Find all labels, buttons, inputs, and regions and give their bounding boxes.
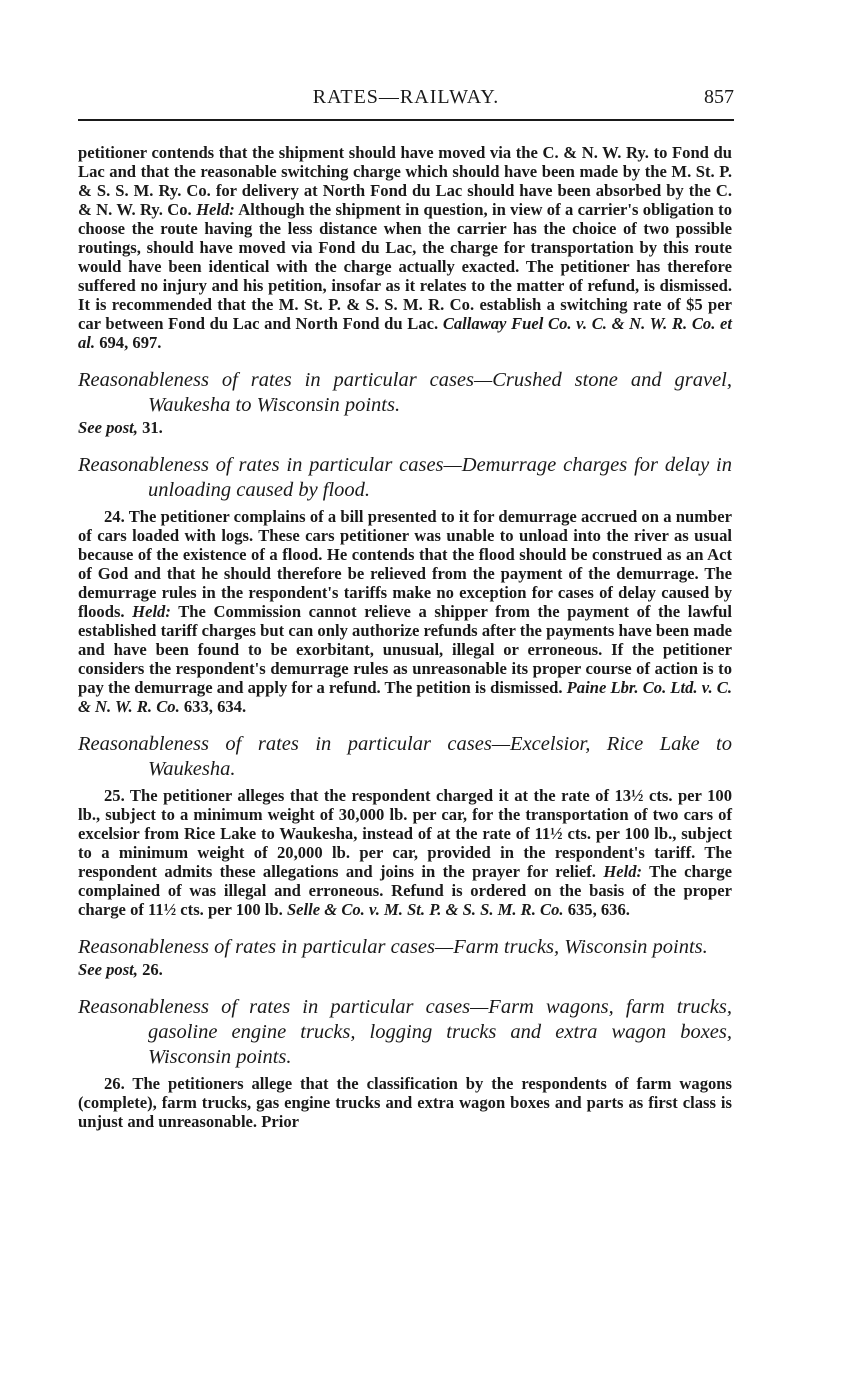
section-heading-demurrage: Reasonableness of rates in particular cases—Demurrage charges for delay in unloading caused by flood.: [78, 454, 732, 501]
continued-paragraph: petitioner contends that the shipment should have moved via the C. & N. W. Ry. to Fond du Lac and that the reasonable switching charge which should have been made by the M. St. P. & S. S. M. Ry. Co. for delivery at North Fond du Lac should have been absorbed by the C. & N. W. Ry. Co. Held: Although the shipment in question, in view of a carrier's obligation to choose the route having the less distance when the carrier has the choice of two possible routings, should have moved via Fond du Lac, the charge for transportation by this route would have been identical with the charge actually exacted. The petitioner has therefore suffered no injury and his petition, insofar as it relates to the matter of refund, is dismissed. It is recommended that the M. St. P. & S. S. M. R. Co. establish a switching rate of $5 per car between Fond du Lac and North Fond du Lac. Callaway Fuel Co. v. C. & N. W. R. Co. et al. 694, 697.: [78, 143, 732, 352]
case-citation: Selle & Co. v. M. St. P. & S. S. M. R. Co.: [286, 900, 564, 919]
see-post-reference: See post, 26.: [78, 960, 163, 979]
page-number: 857: [704, 86, 734, 108]
see-post-reference: See post, 31.: [78, 418, 163, 437]
held-label: Held:: [132, 602, 171, 621]
section-heading-excelsior: Reasonableness of rates in particular cases—Excelsior, Rice Lake to Waukesha.: [78, 733, 732, 780]
paragraph-26: 26. The petitioners allege that the classification by the respondents of farm wagons (complete), farm trucks, gas engine trucks and extra wagon boxes and parts as first class is unjust and unreasonable. Prior: [78, 1074, 732, 1131]
section-heading-crushed-stone: Reasonableness of rates in particular cases—Crushed stone and gravel, Waukesha to Wisconsin points.: [78, 369, 732, 416]
section-heading-farm-trucks: Reasonableness of rates in particular cases—Farm trucks, Wisconsin points.: [78, 936, 708, 958]
page-header: [78, 86, 734, 116]
case-citation: Paine Lbr. Co. Ltd. v. C. & N. W. R. Co.: [78, 678, 732, 716]
case-citation: Callaway Fuel Co. v. C. & N. W. R. Co. et al.: [78, 314, 732, 352]
held-label: Held:: [603, 862, 643, 881]
paragraph-25: 25. The petitioner alleges that the respondent charged it at the rate of 13½ cts. per 100 lb., subject to a minimum weight of 30,000 lb. per car, for the transportation of two cars of excelsior from Rice Lake to Waukesha, instead of at the rate of 11½ cts. per 100 lb., subject to a minimum weight of 20,000 lb. per car, provided in the respondent's tariff. The respondent admits these allegations and joins in the prayer for relief. Held: The charge complained of was illegal and erroneous. Refund is ordered on the basis of the proper charge of 11½ cts. per 100 lb. Selle & Co. v. M. St. P. & S. S. M. R. Co. 635, 636.: [78, 786, 733, 919]
page-content: [78, 143, 732, 1131]
held-label: Held:: [196, 200, 235, 219]
running-title: RATES—RAILWAY.: [312, 86, 500, 108]
header-rule: [78, 119, 734, 121]
paragraph-24: 24. The petitioner complains of a bill presented to it for demurrage accrued on a number of cars loaded with logs. These cars petitioner was unable to unload into the river as usual because of the existence of a flood. He contends that the flood should be construed as an Act of God and that he should therefore be relieved from the payment of the demurrage. The demurrage rules in the respondent's tariffs make no exception for cases of delay caused by floods. Held: The Commission cannot relieve a shipper from the payment of the lawful established tariff charges but can only authorize refunds after the payments have been made and have been found to be exorbitant, unusual, illegal or erroneous. If the petitioner considers the respondent's demurrage rules as unreasonable its proper course of action is to pay the demurrage and apply for a refund. The petition is dismissed. Paine Lbr. Co. Ltd. v. C. & N. W. R. Co. 633, 634.: [78, 507, 732, 716]
section-heading-farm-wagons: Reasonableness of rates in particular cases—Farm wagons, farm trucks, gasoline engine trucks, logging trucks and extra wagon boxes, Wisconsin points.: [78, 996, 732, 1068]
